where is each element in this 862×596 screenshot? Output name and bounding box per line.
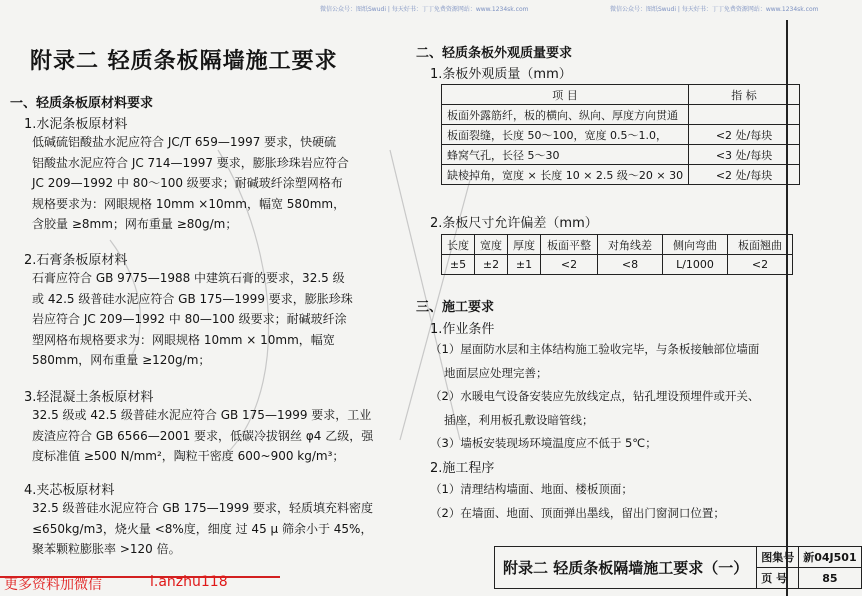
title-block [494,546,862,589]
table-cell: <2 处/每块 [689,125,800,145]
section-1-heading: 一、轻质条板原材料要求 [10,96,154,111]
table-header-row [442,85,800,105]
table-row [442,105,800,125]
cement-line: 规格要求为：网眼规格 10mm ×10mm，幅宽 580mm， [32,196,346,211]
cement-text [32,132,349,235]
table-cell [689,105,800,125]
frame-border-right [786,20,788,596]
table-cell: ±1 [508,255,541,275]
table-cell: 板面外露筋纤，板的横向、纵向、厚度方向贯通 [442,105,689,125]
gypsum-heading: 2.石膏条板原材料 [24,253,128,268]
prep-text [430,338,759,456]
tolerance-heading: 2.条板尺寸允许偏差（mm） [430,216,598,231]
table-cell: 蜂窝气孔，长径 5～30 [442,145,689,165]
table-cell: <8 [598,255,663,275]
table-header-cell: 板面平整 [541,235,598,255]
section-3-heading: 三、施工要求 [416,300,495,315]
contact-id: i.anzhu118 [150,574,228,590]
cement-line: 铝酸盐水泥应符合 JC 714—1997 要求，膨胀珍珠岩应符合 [32,155,349,170]
aac-text [32,405,373,467]
section-2-heading: 二、轻质条板外观质量要求 [416,46,573,61]
table-row [442,255,793,275]
table-header-cell: 对角线差 [598,235,663,255]
table-header-cell: 厚度 [508,235,541,255]
table-cell: <3 处/每块 [689,145,800,165]
gypsum-line: 或 42.5 级普硅水泥应符合 GB 175—1999 要求，膨胀珍珠 [32,291,353,306]
contact-text: 更多资料加微信 [4,577,102,593]
table-cell: L/1000 [663,255,728,275]
cement-line: 低碱硫铝酸盐水泥应符合 JC/T 659—1997 要求，快硬硫 [32,135,337,149]
procedure-heading: 2.施工程序 [430,461,495,476]
col-index-header: 指 标 [689,85,800,105]
table-header-cell: 长度 [442,235,475,255]
appearance-heading: 1.条板外观质量（mm） [430,67,572,82]
procedure-line: （1）清理结构墙面、地面、楼板顶面； [430,482,633,496]
core-line: 聚苯颗粒膨胀率 >120 倍。 [32,542,181,556]
table-cell: ±2 [475,255,508,275]
prep-line: （2）水暖电气设备安装应先放线定点，钻孔埋设预埋件或开关、 [430,389,760,403]
prep-line: （1）屋面防水层和主体结构施工验收完毕，与条板接触部位墙面 [430,342,760,356]
gypsum-line: 塑网格布规格要求为：网眼规格 10mm × 10mm，幅宽 [32,332,335,347]
prep-heading: 1.作业条件 [430,322,495,337]
gypsum-line: 岩应符合 JC 209—1992 中 80—100 级要求；耐碱玻纤涂 [32,312,347,326]
core-line: 32.5 级普硅水泥应符合 GB 175—1999 要求，轻质填充料密度 [32,501,373,515]
table-header-cell: 侧向弯曲 [663,235,728,255]
title-block-title: 附录二 轻质条板隔墙施工要求（一） [495,547,757,589]
page-title: 附录二 轻质条板隔墙施工要求 [30,49,338,74]
cement-line: JC 209—1992 中 80～100 级要求；耐碱玻纤涂塑网格布 [32,176,343,190]
tolerance-table [441,234,793,275]
atlas-label: 图集号 [757,547,799,568]
core-heading: 4.夹芯板原材料 [24,483,115,498]
table-header-cell: 宽度 [475,235,508,255]
table-cell: <2 [541,255,598,275]
prep-line: （3）墙板安装现场环境温度应不低于 5℃； [430,436,657,450]
procedure-line: （2）在墙面、地面、顶面弹出墨线，留出门窗洞口位置； [430,505,725,520]
table-row [442,145,800,165]
procedure-text [430,478,725,525]
aac-line: 度标准值 ≥500 N/mm²，陶粒干密度 600~900 kg/m³； [32,449,345,463]
table-cell: 缺棱掉角，宽度 × 长度 10 × 2.5 级～20 × 30 [442,165,689,185]
top-watermark: 微信公众号：图纸Swudi | 每天好书：丁丁免费资源网站：www.1234sk.com [320,6,529,13]
prep-line: 地面层应处理完善； [444,365,548,380]
table-header-cell: 板面翘曲 [728,235,793,255]
gypsum-line: 580mm，网布重量 ≥120g/m； [32,353,211,367]
table-cell: ±5 [442,255,475,275]
aac-heading: 3.轻混凝土条板原材料 [24,390,154,405]
atlas-number: 新04J501 [799,547,861,568]
table-row [442,165,800,185]
table-row [442,125,800,145]
table-cell: <2 处/每块 [689,165,800,185]
table-header-row [442,235,793,255]
appearance-table [441,84,800,185]
aac-line: 32.5 级或 42.5 级普硅水泥应符合 GB 175—1999 要求，工业 [32,408,372,422]
page-number: 85 [799,568,861,589]
aac-line: 废渣应符合 GB 6566—2001 要求，低碳冷拔钢丝 φ4 乙级，强 [32,428,374,443]
table-cell: 板面裂缝，长度 50～100，宽度 0.5～1.0， [442,125,689,145]
gypsum-text [32,268,353,371]
core-text [32,498,373,560]
prep-line: 插座，利用板孔敷设暗管线； [444,412,594,427]
table-cell: <2 [728,255,793,275]
gypsum-line: 石膏应符合 GB 9775—1988 中建筑石膏的要求，32.5 级 [32,271,345,285]
cement-heading: 1.水泥条板原材料 [24,117,128,132]
page-label: 页 号 [757,568,799,589]
cement-line: 含胶量 ≥8mm；网布重量 ≥80g/m； [32,217,238,231]
top-watermark-right: 微信公众号：图纸Swudi | 每天好书：丁丁免费资源网站：www.1234sk.com [610,6,819,13]
core-line: ≤650kg/m3，烧火量 <8%度，细度 过 45 μ 筛余小于 45%， [32,521,373,536]
col-item-header: 项 目 [442,85,689,105]
title-block-row [495,547,862,568]
